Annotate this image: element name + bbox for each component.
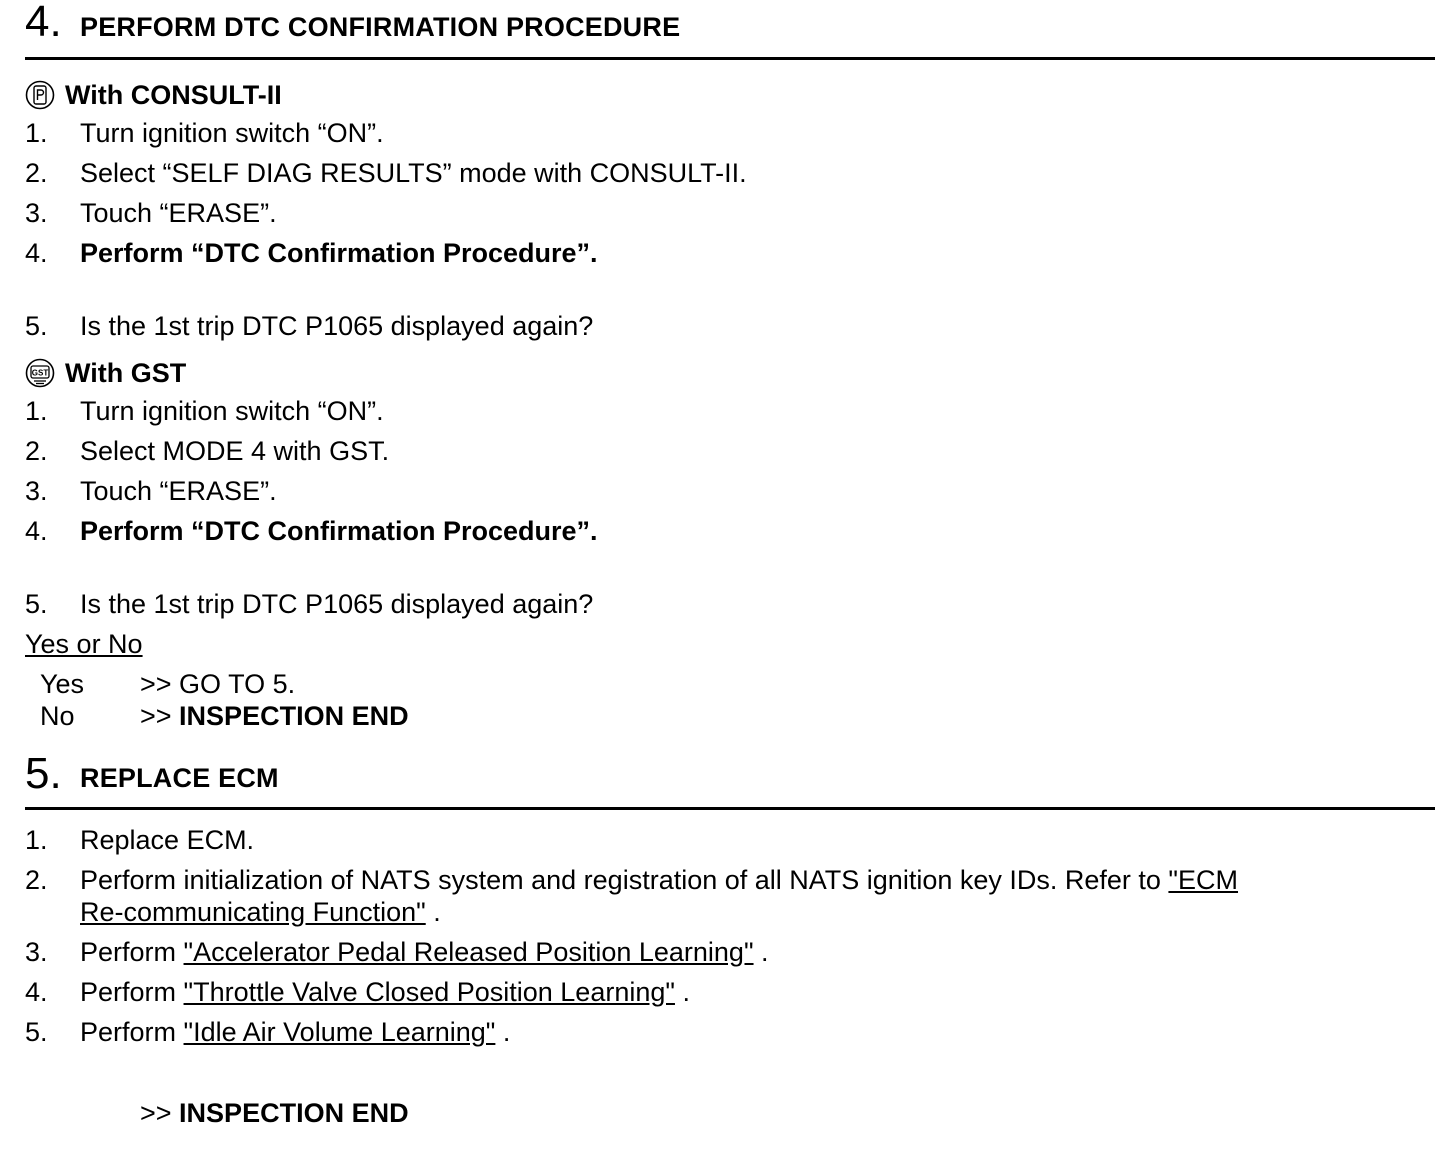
item-text-line2: Re-communicating Function" . [80, 897, 441, 927]
item-text: Perform "Throttle Valve Closed Position Learning" . [80, 977, 690, 1007]
step-number: 5. [25, 749, 62, 798]
item-number: 2. [25, 158, 48, 188]
step-title: REPLACE ECM [80, 763, 279, 793]
item-number: 2. [25, 436, 48, 466]
item-text: Select “SELF DIAG RESULTS” mode with CONSULT-II. [80, 158, 747, 188]
item-text: Select MODE 4 with GST. [80, 436, 390, 466]
item-number: 5. [25, 589, 48, 619]
item-number: 1. [25, 396, 48, 426]
step-number: 4. [25, 0, 62, 46]
mode-label: With GST [65, 358, 187, 388]
svg-text:GST: GST [31, 368, 49, 378]
answer-action: >> GO TO 5. [140, 669, 296, 699]
ecm-recommunicating-link[interactable]: Re-communicating Function" [80, 897, 426, 927]
header-rule [25, 807, 1435, 810]
item-number: 5. [25, 1017, 48, 1047]
item-text: Turn ignition switch “ON”. [80, 396, 384, 426]
item-text: Is the 1st trip DTC P1065 displayed again? [80, 589, 594, 619]
gst-icon [25, 358, 55, 388]
item-text: Perform “DTC Confirmation Procedure”. [80, 238, 598, 268]
item-number: 1. [25, 118, 48, 148]
item-text: Replace ECM. [80, 825, 255, 855]
answer-key: No [40, 701, 75, 731]
throttle-valve-learning-link[interactable]: "Throttle Valve Closed Position Learning" [183, 977, 675, 1007]
item-text: Perform "Accelerator Pedal Released Position Learning" . [80, 937, 769, 967]
mode-label: With CONSULT-II [65, 80, 282, 110]
accelerator-pedal-learning-link[interactable]: "Accelerator Pedal Released Position Learning" [183, 937, 754, 967]
item-number: 2. [25, 865, 48, 895]
item-number: 3. [25, 198, 48, 228]
item-text: Perform “DTC Confirmation Procedure”. [80, 516, 598, 546]
item-number: 3. [25, 476, 48, 506]
item-text: Perform initialization of NATS system and registration of all NATS ignition key IDs. Refer to "ECM [80, 865, 1239, 895]
step-title: PERFORM DTC CONFIRMATION PROCEDURE [80, 12, 681, 42]
go-to-5-link[interactable]: GO TO 5. [179, 669, 296, 699]
idle-air-volume-learning-link[interactable]: "Idle Air Volume Learning" [183, 1017, 496, 1047]
item-text: Touch “ERASE”. [80, 198, 277, 228]
answer-key: Yes [40, 669, 85, 699]
item-text: Perform "Idle Air Volume Learning" . [80, 1017, 511, 1047]
ecm-recommunicating-link[interactable]: "ECM [1168, 865, 1239, 895]
item-text: Is the 1st trip DTC P1065 displayed again? [80, 311, 594, 341]
consult-ii-icon [25, 80, 55, 110]
item-number: 4. [25, 977, 48, 1007]
header-rule [25, 57, 1435, 60]
item-text: Touch “ERASE”. [80, 476, 277, 506]
item-number: 5. [25, 311, 48, 341]
item-text: Turn ignition switch “ON”. [80, 118, 384, 148]
item-number: 4. [25, 238, 48, 268]
item-number: 3. [25, 937, 48, 967]
item-number: 1. [25, 825, 48, 855]
yes-or-no-heading: Yes or No [25, 629, 143, 659]
item-number: 4. [25, 516, 48, 546]
answer-action: >> INSPECTION END [140, 701, 409, 731]
inspection-end: >> INSPECTION END [140, 1098, 409, 1128]
